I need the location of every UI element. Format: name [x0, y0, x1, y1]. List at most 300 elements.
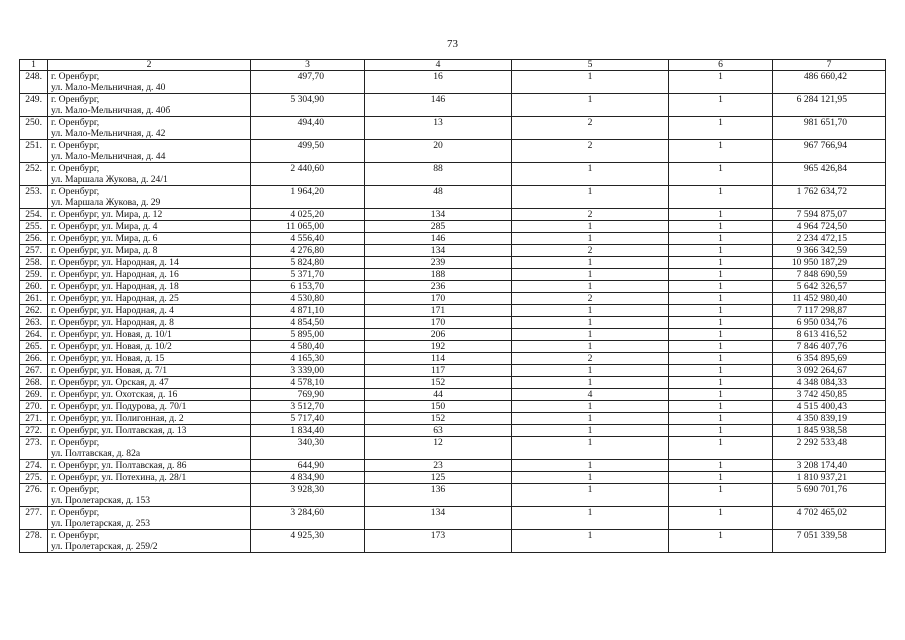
column-5-cell: 1 [512, 305, 669, 317]
address-line: г. Оренбург, ул. Народная, д. 8 [51, 317, 174, 328]
column-6-cell: 1 [669, 484, 773, 507]
column-5-cell: 1 [512, 71, 669, 94]
area-cell: 499,50 [251, 140, 365, 163]
address-line: г. Оренбург, [51, 140, 100, 151]
address-line: г. Оренбург, ул. Орская, д. 47 [51, 377, 169, 388]
address-line: ул. Мало-Мельничная, д. 40б [51, 105, 171, 116]
column-header: 5 [512, 60, 669, 71]
column-5-cell: 1 [512, 365, 669, 377]
column-6-cell: 1 [669, 293, 773, 305]
address-line: г. Оренбург, [51, 163, 100, 174]
address-line: г. Оренбург, ул. Народная, д. 25 [51, 293, 179, 304]
address-line: г. Оренбург, [51, 71, 100, 82]
address-cell [48, 71, 251, 94]
column-6-cell: 1 [669, 245, 773, 257]
column-5-cell: 2 [512, 117, 669, 140]
address-cell [48, 425, 251, 437]
column-6-cell: 1 [669, 437, 773, 460]
row-number-cell: 252. [20, 163, 48, 186]
address-cell [48, 245, 251, 257]
residents-cell: 12 [365, 437, 512, 460]
table-row [20, 413, 886, 425]
table-row [20, 425, 886, 437]
column-header: 4 [365, 60, 512, 71]
column-header: 2 [48, 60, 251, 71]
residents-cell: 88 [365, 163, 512, 186]
address-cell [48, 209, 251, 221]
column-5-cell: 4 [512, 389, 669, 401]
column-6-cell: 1 [669, 221, 773, 233]
address-cell [48, 341, 251, 353]
residents-cell: 152 [365, 413, 512, 425]
row-number-cell: 256. [20, 233, 48, 245]
cost-cell: 9 366 342,59 [773, 245, 886, 257]
row-number-cell: 251. [20, 140, 48, 163]
column-6-cell: 1 [669, 507, 773, 530]
area-cell: 5 304,90 [251, 94, 365, 117]
address-cell [48, 530, 251, 553]
table-row [20, 269, 886, 281]
address-line: г. Оренбург, [51, 484, 100, 495]
address-line: г. Оренбург, ул. Новая, д. 10/2 [51, 341, 172, 352]
residents-cell: 13 [365, 117, 512, 140]
column-5-cell: 1 [512, 317, 669, 329]
cost-cell: 3 208 174,40 [773, 460, 886, 472]
address-cell [48, 472, 251, 484]
row-number-cell: 273. [20, 437, 48, 460]
address-cell [48, 484, 251, 507]
address-cell [48, 233, 251, 245]
cost-cell: 4 350 839,19 [773, 413, 886, 425]
address-line: г. Оренбург, ул. Охотская, д. 16 [51, 389, 178, 400]
table-row [20, 437, 886, 460]
table-row [20, 209, 886, 221]
residents-cell: 285 [365, 221, 512, 233]
address-cell [48, 140, 251, 163]
column-6-cell: 1 [669, 425, 773, 437]
residents-cell: 117 [365, 365, 512, 377]
row-number-cell: 266. [20, 353, 48, 365]
area-cell: 497,70 [251, 71, 365, 94]
column-5-cell: 1 [512, 377, 669, 389]
cost-cell: 5 642 326,57 [773, 281, 886, 293]
address-line: г. Оренбург, ул. Народная, д. 14 [51, 257, 179, 268]
residents-cell: 63 [365, 425, 512, 437]
residents-cell: 134 [365, 507, 512, 530]
table-row [20, 140, 886, 163]
residents-cell: 20 [365, 140, 512, 163]
table-row [20, 389, 886, 401]
cost-cell: 2 292 533,48 [773, 437, 886, 460]
column-5-cell: 1 [512, 472, 669, 484]
residents-cell: 23 [365, 460, 512, 472]
address-cell [48, 401, 251, 413]
cost-cell: 5 690 701,76 [773, 484, 886, 507]
address-cell [48, 117, 251, 140]
table-row [20, 365, 886, 377]
column-5-cell: 1 [512, 507, 669, 530]
table-row [20, 257, 886, 269]
address-line: г. Оренбург, ул. Новая, д. 7/1 [51, 365, 168, 376]
address-line: г. Оренбург, ул. Новая, д. 15 [51, 353, 165, 364]
column-6-cell: 1 [669, 472, 773, 484]
table-row [20, 94, 886, 117]
area-cell: 4 530,80 [251, 293, 365, 305]
row-number-cell: 270. [20, 401, 48, 413]
area-cell: 5 824,80 [251, 257, 365, 269]
residents-cell: 150 [365, 401, 512, 413]
residents-cell: 16 [365, 71, 512, 94]
column-5-cell: 1 [512, 341, 669, 353]
column-5-cell: 1 [512, 281, 669, 293]
column-6-cell: 1 [669, 140, 773, 163]
address-cell [48, 413, 251, 425]
cost-cell: 4 348 084,33 [773, 377, 886, 389]
column-6-cell: 1 [669, 317, 773, 329]
table-row [20, 281, 886, 293]
address-cell [48, 305, 251, 317]
row-number-cell: 277. [20, 507, 48, 530]
area-cell: 4 580,40 [251, 341, 365, 353]
address-line: г. Оренбург, ул. Мира, д. 12 [51, 209, 163, 220]
row-number-cell: 268. [20, 377, 48, 389]
column-6-cell: 1 [669, 353, 773, 365]
column-6-cell: 1 [669, 389, 773, 401]
table-row [20, 117, 886, 140]
column-5-cell: 1 [512, 163, 669, 186]
column-6-cell: 1 [669, 163, 773, 186]
cost-cell: 6 284 121,95 [773, 94, 886, 117]
column-5-cell: 2 [512, 245, 669, 257]
cost-cell: 981 651,70 [773, 117, 886, 140]
address-cell [48, 317, 251, 329]
cost-cell: 1 810 937,21 [773, 472, 886, 484]
area-cell: 4 871,10 [251, 305, 365, 317]
address-cell [48, 293, 251, 305]
row-number-cell: 274. [20, 460, 48, 472]
cost-cell: 1 845 938,58 [773, 425, 886, 437]
column-6-cell: 1 [669, 71, 773, 94]
area-cell: 1 964,20 [251, 186, 365, 209]
table-row [20, 460, 886, 472]
area-cell: 6 153,70 [251, 281, 365, 293]
cost-cell: 967 766,94 [773, 140, 886, 163]
column-6-cell: 1 [669, 94, 773, 117]
address-line: ул. Пролетарская, д. 259/2 [51, 541, 158, 552]
residents-cell: 134 [365, 209, 512, 221]
column-5-cell: 2 [512, 293, 669, 305]
cost-cell: 11 452 980,40 [773, 293, 886, 305]
column-6-cell: 1 [669, 377, 773, 389]
table-row [20, 353, 886, 365]
table-row [20, 71, 886, 94]
residents-cell: 192 [365, 341, 512, 353]
cost-cell: 3 092 264,67 [773, 365, 886, 377]
row-number-cell: 257. [20, 245, 48, 257]
row-number-cell: 263. [20, 317, 48, 329]
residents-cell: 134 [365, 245, 512, 257]
area-cell: 4 276,80 [251, 245, 365, 257]
cost-cell: 8 613 416,52 [773, 329, 886, 341]
residents-cell: 125 [365, 472, 512, 484]
row-number-cell: 258. [20, 257, 48, 269]
cost-cell: 7 117 298,87 [773, 305, 886, 317]
address-line: ул. Маршала Жукова, д. 29 [51, 197, 161, 208]
residents-cell: 146 [365, 233, 512, 245]
column-6-cell: 1 [669, 365, 773, 377]
area-cell: 4 854,50 [251, 317, 365, 329]
address-cell [48, 377, 251, 389]
table-row [20, 317, 886, 329]
column-5-cell: 2 [512, 140, 669, 163]
cost-cell: 7 846 407,76 [773, 341, 886, 353]
address-line: ул. Мало-Мельничная, д. 42 [51, 128, 166, 139]
residents-cell: 146 [365, 94, 512, 117]
cost-cell: 965 426,84 [773, 163, 886, 186]
address-line: г. Оренбург, [51, 507, 100, 518]
area-cell: 3 339,00 [251, 365, 365, 377]
area-cell: 5 371,70 [251, 269, 365, 281]
column-5-cell: 1 [512, 401, 669, 413]
column-6-cell: 1 [669, 269, 773, 281]
column-header: 6 [669, 60, 773, 71]
address-line: г. Оренбург, ул. Народная, д. 18 [51, 281, 179, 292]
area-cell: 644,90 [251, 460, 365, 472]
table-row [20, 305, 886, 317]
column-header: 3 [251, 60, 365, 71]
table-row [20, 245, 886, 257]
cost-cell: 3 742 450,85 [773, 389, 886, 401]
address-line: г. Оренбург, ул. Подурова, д. 70/1 [51, 401, 187, 412]
column-6-cell: 1 [669, 233, 773, 245]
cost-cell: 7 594 875,07 [773, 209, 886, 221]
residents-cell: 48 [365, 186, 512, 209]
column-6-cell: 1 [669, 305, 773, 317]
address-line: ул. Маршала Жукова, д. 24/1 [51, 174, 168, 185]
residents-cell: 239 [365, 257, 512, 269]
column-6-cell: 1 [669, 530, 773, 553]
residents-cell: 206 [365, 329, 512, 341]
row-number-cell: 272. [20, 425, 48, 437]
area-cell: 769,90 [251, 389, 365, 401]
table-row [20, 484, 886, 507]
column-6-cell: 1 [669, 186, 773, 209]
address-line: г. Оренбург, ул. Полтавская, д. 13 [51, 425, 187, 436]
column-6-cell: 1 [669, 209, 773, 221]
column-6-cell: 1 [669, 117, 773, 140]
column-6-cell: 1 [669, 413, 773, 425]
area-cell: 4 556,40 [251, 233, 365, 245]
table-row [20, 530, 886, 553]
address-cell [48, 460, 251, 472]
address-cell [48, 94, 251, 117]
page-number: 73 [447, 38, 458, 50]
row-number-cell: 259. [20, 269, 48, 281]
row-number-cell: 253. [20, 186, 48, 209]
area-cell: 5 895,00 [251, 329, 365, 341]
address-line: г. Оренбург, [51, 186, 100, 197]
residents-cell: 171 [365, 305, 512, 317]
address-line: г. Оренбург, ул. Полигонная, д. 2 [51, 413, 184, 424]
address-cell [48, 281, 251, 293]
column-header: 7 [773, 60, 886, 71]
area-cell: 4 834,90 [251, 472, 365, 484]
column-6-cell: 1 [669, 341, 773, 353]
cost-cell: 4 515 400,43 [773, 401, 886, 413]
address-line: г. Оренбург, [51, 437, 100, 448]
column-5-cell: 1 [512, 437, 669, 460]
cost-cell: 486 660,42 [773, 71, 886, 94]
row-number-cell: 265. [20, 341, 48, 353]
address-cell [48, 163, 251, 186]
address-cell [48, 389, 251, 401]
address-cell [48, 437, 251, 460]
address-line: г. Оренбург, ул. Мира, д. 4 [51, 221, 158, 232]
address-line: г. Оренбург, ул. Новая, д. 10/1 [51, 329, 172, 340]
cost-cell: 7 848 690,59 [773, 269, 886, 281]
column-6-cell: 1 [669, 257, 773, 269]
residents-cell: 170 [365, 317, 512, 329]
housing-registry-table [19, 59, 886, 553]
table-row [20, 221, 886, 233]
address-line: г. Оренбург, ул. Народная, д. 16 [51, 269, 179, 280]
area-cell: 340,30 [251, 437, 365, 460]
residents-cell: 136 [365, 484, 512, 507]
row-number-cell: 269. [20, 389, 48, 401]
row-number-cell: 249. [20, 94, 48, 117]
cost-cell: 10 950 187,29 [773, 257, 886, 269]
column-6-cell: 1 [669, 460, 773, 472]
row-number-cell: 278. [20, 530, 48, 553]
column-5-cell: 2 [512, 353, 669, 365]
area-cell: 3 512,70 [251, 401, 365, 413]
address-cell [48, 507, 251, 530]
address-line: г. Оренбург, ул. Мира, д. 6 [51, 233, 158, 244]
area-cell: 11 065,00 [251, 221, 365, 233]
address-cell [48, 269, 251, 281]
row-number-cell: 264. [20, 329, 48, 341]
area-cell: 2 440,60 [251, 163, 365, 186]
column-6-cell: 1 [669, 329, 773, 341]
address-line: г. Оренбург, ул. Полтавская, д. 86 [51, 460, 187, 471]
address-line: г. Оренбург, ул. Мира, д. 8 [51, 245, 158, 256]
table-row [20, 472, 886, 484]
area-cell: 4 165,30 [251, 353, 365, 365]
address-cell [48, 186, 251, 209]
area-cell: 4 025,20 [251, 209, 365, 221]
area-cell: 4 578,10 [251, 377, 365, 389]
table-row [20, 186, 886, 209]
table-body [20, 71, 886, 553]
row-number-cell: 260. [20, 281, 48, 293]
address-line: ул. Пролетарская, д. 153 [51, 495, 151, 506]
area-cell: 5 717,40 [251, 413, 365, 425]
cost-cell: 4 964 724,50 [773, 221, 886, 233]
table-row [20, 401, 886, 413]
residents-cell: 170 [365, 293, 512, 305]
column-5-cell: 1 [512, 257, 669, 269]
column-5-cell: 1 [512, 94, 669, 117]
address-cell [48, 221, 251, 233]
column-5-cell: 1 [512, 329, 669, 341]
address-line: ул. Мало-Мельничная, д. 44 [51, 151, 166, 162]
cost-cell: 4 702 465,02 [773, 507, 886, 530]
column-5-cell: 1 [512, 413, 669, 425]
row-number-cell: 248. [20, 71, 48, 94]
column-5-cell: 1 [512, 484, 669, 507]
column-5-cell: 1 [512, 460, 669, 472]
address-cell [48, 329, 251, 341]
cost-cell: 1 762 634,72 [773, 186, 886, 209]
address-line: г. Оренбург, [51, 530, 100, 541]
cost-cell: 6 950 034,76 [773, 317, 886, 329]
row-number-cell: 267. [20, 365, 48, 377]
cost-cell: 7 051 339,58 [773, 530, 886, 553]
area-cell: 1 834,40 [251, 425, 365, 437]
residents-cell: 114 [365, 353, 512, 365]
row-number-cell: 276. [20, 484, 48, 507]
residents-cell: 152 [365, 377, 512, 389]
residents-cell: 173 [365, 530, 512, 553]
address-line: ул. Пролетарская, д. 253 [51, 518, 151, 529]
table-row [20, 377, 886, 389]
address-cell [48, 353, 251, 365]
table-row [20, 163, 886, 186]
area-cell: 3 284,60 [251, 507, 365, 530]
row-number-cell: 254. [20, 209, 48, 221]
table-header-row [20, 60, 886, 71]
area-cell: 4 925,30 [251, 530, 365, 553]
table-row [20, 507, 886, 530]
row-number-cell: 250. [20, 117, 48, 140]
row-number-cell: 255. [20, 221, 48, 233]
column-6-cell: 1 [669, 401, 773, 413]
address-cell [48, 257, 251, 269]
table-row [20, 293, 886, 305]
residents-cell: 236 [365, 281, 512, 293]
row-number-cell: 271. [20, 413, 48, 425]
table-row [20, 233, 886, 245]
column-5-cell: 1 [512, 186, 669, 209]
address-cell [48, 365, 251, 377]
row-number-cell: 262. [20, 305, 48, 317]
address-line: г. Оренбург, ул. Потехина, д. 28/1 [51, 472, 187, 483]
row-number-cell: 261. [20, 293, 48, 305]
address-line: г. Оренбург, [51, 117, 100, 128]
table-row [20, 329, 886, 341]
row-number-cell: 275. [20, 472, 48, 484]
area-cell: 3 928,30 [251, 484, 365, 507]
address-line: г. Оренбург, ул. Народная, д. 4 [51, 305, 174, 316]
residents-cell: 188 [365, 269, 512, 281]
address-line: ул. Мало-Мельничная, д. 40 [51, 82, 166, 93]
column-5-cell: 2 [512, 209, 669, 221]
address-line: ул. Полтавская, д. 82а [51, 448, 141, 459]
cost-cell: 6 354 895,69 [773, 353, 886, 365]
column-header: 1 [20, 60, 48, 71]
column-5-cell: 1 [512, 530, 669, 553]
column-5-cell: 1 [512, 269, 669, 281]
table-row [20, 341, 886, 353]
column-6-cell: 1 [669, 281, 773, 293]
column-5-cell: 1 [512, 425, 669, 437]
column-5-cell: 1 [512, 221, 669, 233]
address-line: г. Оренбург, [51, 94, 100, 105]
residents-cell: 44 [365, 389, 512, 401]
area-cell: 494,40 [251, 117, 365, 140]
column-5-cell: 1 [512, 233, 669, 245]
cost-cell: 2 234 472,15 [773, 233, 886, 245]
